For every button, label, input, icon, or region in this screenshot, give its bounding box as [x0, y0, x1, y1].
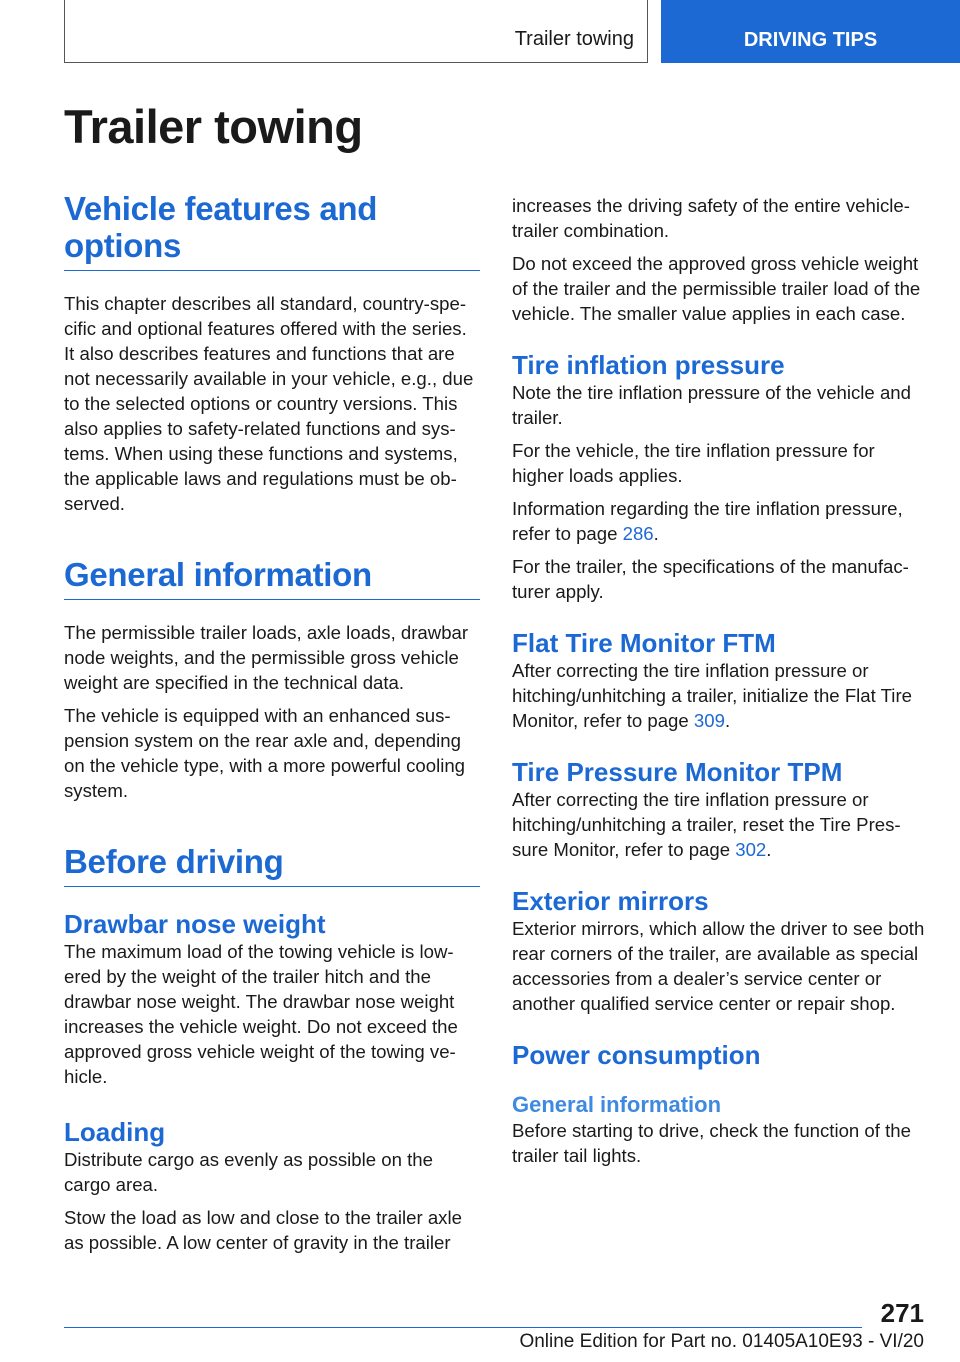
paragraph-loading-2: Stow the load as low and close to the trailer axle as possible. A low center of gravity in the trailer: [64, 1207, 462, 1253]
text-segment: After correcting the tire inflation pressure or hitching/unhitching a trailer, reset the Tire Pressure Monitor, refer to page: [512, 789, 901, 860]
paragraph-exterior-mirrors: Exterior mirrors, which allow the driver to see both rear corners of the trailer, are available as special accessories from a dealer’s service center or another qualified service center or repair shop.: [512, 918, 925, 1014]
paragraph-vehicle-features: This chapter describes all standard, country-specific and optional features offered with the series. It also describes features and functions that are not necessarily available in your vehicle, e.g., due to the selected options or country versions. This also applies to safety-related functions and systems. When using these functions and systems, the applicable laws and regulations must be observed.: [64, 293, 474, 514]
paragraph-ftm: [512, 658, 928, 733]
paragraph-general-info-1: The permissible trailer loads, axle loads, drawbar node weights, and the permissible gross vehicle weight are specified in the technical data.: [64, 622, 469, 693]
page-ref-link-302[interactable]: 302: [735, 839, 767, 860]
paragraph-tire-inflation-2: For the vehicle, the tire inflation pressure for higher loads applies.: [512, 440, 875, 486]
heading-tire-inflation: Tire inflation pressure: [512, 350, 785, 380]
paragraph-drawbar: The maximum load of the towing vehicle is lowered by the weight of the trailer hitch and the drawbar nose weight. The drawbar nose weight increases the vehicle weight. Do not exceed the approved gross vehicle weight of the towing vehicle.: [64, 941, 458, 1087]
heading-power-consumption: Power consumption: [512, 1040, 761, 1070]
header-section-title: Trailer towing: [514, 28, 634, 50]
page-number: 271: [880, 1298, 924, 1328]
paragraph-loading-1: Distribute cargo as evenly as possible on the cargo area.: [64, 1149, 433, 1195]
paragraph-tire-inflation-4: For the trailer, the specifications of the manufacturer apply.: [512, 556, 909, 602]
heading-exterior-mirrors: Exterior mirrors: [512, 886, 709, 916]
left-column: [64, 190, 480, 1255]
footer-divider: [64, 1327, 862, 1328]
paragraph-general-info-2: The vehicle is equipped with an enhanced suspension system on the rear axle and, depending on the vehicle type, with a more powerful cooling system.: [64, 705, 466, 801]
footer-edition: Online Edition for Part no. 01405A10E93 - VI/20: [519, 1331, 924, 1352]
heading-drawbar-nose-weight: Drawbar nose weight: [64, 909, 326, 939]
heading-loading: Loading: [64, 1117, 166, 1147]
heading-before-driving: Before driving: [64, 843, 480, 887]
header-chapter-tab[interactable]: DRIVING TIPS: [661, 0, 960, 63]
paragraph-loading-cont-1: increases the driving safety of the entire vehicle-trailer combination.: [512, 195, 910, 241]
paragraph-tpm: [512, 787, 928, 862]
text-segment: .: [653, 523, 659, 544]
paragraph-tire-inflation-1: Note the tire inflation pressure of the vehicle and trailer.: [512, 382, 911, 428]
heading-general-information: General information: [64, 556, 480, 600]
heading-power-general-info: General information: [512, 1092, 722, 1117]
page-ref-link-286[interactable]: 286: [622, 523, 654, 544]
heading-tire-pressure-monitor: Tire Pressure Monitor TPM: [512, 757, 843, 787]
right-column: [512, 193, 928, 1168]
paragraph-power-general-info: Before starting to drive, check the function of the trailer tail lights.: [512, 1120, 911, 1166]
paragraph-tire-inflation-3: [512, 496, 928, 546]
text-segment: After correcting the tire inflation pressure or hitching/unhitching a trailer, initialize the Flat Tire Monitor, refer to page: [512, 660, 912, 731]
text-segment: .: [724, 710, 731, 731]
heading-vehicle-features: Vehicle features and options: [64, 190, 480, 271]
paragraph-loading-cont-2: Do not exceed the approved gross vehicle weight of the trailer and the permissible trailer load of the vehicle. The smaller value applies in each case.: [512, 253, 921, 324]
page-title: Trailer towing: [64, 100, 363, 153]
text-segment: Information regarding the tire inflation pressure, refer to page: [512, 498, 903, 544]
heading-flat-tire-monitor: Flat Tire Monitor FTM: [512, 628, 776, 658]
page-ref-link-309[interactable]: 309: [693, 710, 725, 731]
text-segment: .: [766, 839, 772, 860]
